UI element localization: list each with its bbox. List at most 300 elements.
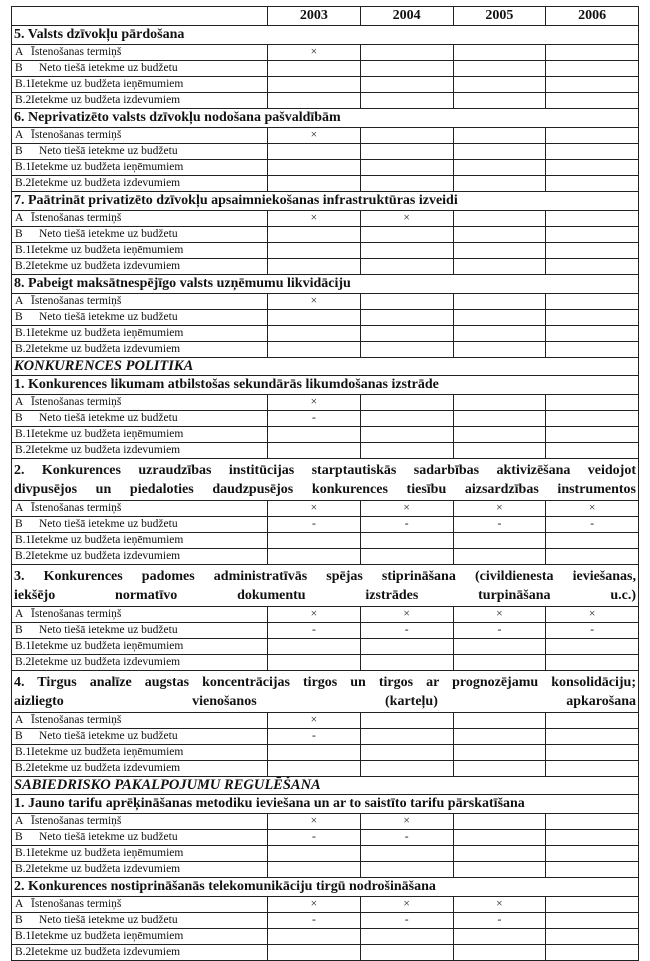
year-value-cell	[453, 549, 546, 565]
row-text: Neto tiešā ietekme uz budžetu	[39, 62, 178, 74]
year-header: 2004	[360, 7, 453, 26]
year-value-cell: -	[546, 517, 639, 533]
row-text: Neto tiešā ietekme uz budžetu	[39, 228, 178, 240]
row-code: B.1.	[15, 847, 35, 859]
year-value-cell	[546, 533, 639, 549]
row-label	[12, 128, 268, 144]
row-text: Ietekme uz budžeta ieņēmumiem	[31, 847, 184, 859]
year-value-cell	[453, 294, 546, 310]
year-value-cell: ×	[453, 607, 546, 623]
year-value-cell	[546, 655, 639, 671]
year-value-cell: -	[268, 517, 361, 533]
year-value-cell	[453, 443, 546, 459]
row-code: B.2.	[15, 863, 35, 875]
year-value-cell	[546, 897, 639, 913]
row-text: Īstenošanas termiņš	[31, 129, 122, 141]
year-value-cell	[268, 761, 361, 777]
year-value-cell	[453, 745, 546, 761]
implementation-term-row	[12, 395, 639, 411]
row-text: Ietekme uz budžeta ieņēmumiem	[31, 534, 184, 546]
year-value-cell	[453, 395, 546, 411]
budget-revenue-impact-row	[12, 427, 639, 443]
year-value-cell	[453, 77, 546, 93]
row-code: B	[15, 730, 23, 742]
net-budget-impact-row	[12, 411, 639, 427]
row-text: Ietekme uz budžeta ieņēmumiem	[31, 327, 184, 339]
row-text: Neto tiešā ietekme uz budžetu	[39, 412, 178, 424]
task-title-row	[12, 376, 639, 395]
year-value-cell	[360, 243, 453, 259]
row-label	[12, 533, 268, 549]
year-value-cell	[453, 61, 546, 77]
year-value-cell	[360, 761, 453, 777]
year-value-cell	[453, 310, 546, 326]
year-value-cell: ×	[360, 897, 453, 913]
year-value-cell: ×	[360, 607, 453, 623]
row-text: Ietekme uz budžeta izdevumiem	[31, 260, 181, 272]
year-value-cell	[546, 93, 639, 109]
net-budget-impact-row	[12, 227, 639, 243]
row-text: Ietekme uz budžeta izdevumiem	[31, 94, 181, 106]
year-value-cell	[268, 655, 361, 671]
implementation-term-row	[12, 713, 639, 729]
task-title-row	[12, 26, 639, 45]
year-value-cell: -	[268, 411, 361, 427]
year-value-cell: ×	[360, 211, 453, 227]
implementation-term-row	[12, 294, 639, 310]
budget-revenue-impact-row	[12, 745, 639, 761]
year-value-cell	[546, 427, 639, 443]
net-budget-impact-row	[12, 61, 639, 77]
year-value-cell	[453, 427, 546, 443]
year-value-cell	[546, 77, 639, 93]
net-budget-impact-row	[12, 144, 639, 160]
year-value-cell	[360, 326, 453, 342]
row-text: Īstenošanas termiņš	[31, 502, 122, 514]
year-value-cell: ×	[268, 294, 361, 310]
year-value-cell	[546, 395, 639, 411]
year-value-cell	[546, 310, 639, 326]
row-label	[12, 945, 268, 961]
row-code: B.1.	[15, 244, 35, 256]
budget-revenue-impact-row	[12, 929, 639, 945]
year-value-cell	[453, 411, 546, 427]
year-value-cell	[360, 176, 453, 192]
year-value-cell	[546, 144, 639, 160]
row-label	[12, 929, 268, 945]
year-value-cell: ×	[268, 128, 361, 144]
row-code: B	[15, 145, 23, 157]
year-value-cell	[453, 259, 546, 275]
task-title-line: 3. Konkurences padomes administratīvās spējas stiprināšana (civildienesta ieviešanas,	[14, 569, 636, 584]
year-value-cell	[360, 395, 453, 411]
budget-expenditure-impact-row	[12, 945, 639, 961]
row-text: Neto tiešā ietekme uz budžetu	[39, 831, 178, 843]
row-text: Neto tiešā ietekme uz budžetu	[39, 145, 178, 157]
row-text: Ietekme uz budžeta izdevumiem	[31, 343, 181, 355]
row-label	[12, 814, 268, 830]
row-text: Neto tiešā ietekme uz budžetu	[39, 624, 178, 636]
year-value-cell	[453, 830, 546, 846]
year-value-cell	[268, 639, 361, 655]
year-value-cell	[546, 443, 639, 459]
row-text: Ietekme uz budžeta izdevumiem	[31, 656, 181, 668]
year-value-cell	[360, 729, 453, 745]
task-title-line: 4. Tirgus analīze augstas koncentrācijas tirgos un tirgos ar prognozējamu konsolidāciju;	[14, 675, 636, 690]
year-value-cell	[453, 342, 546, 358]
task-title: 8. Pabeigt maksātnespējīgo valsts uzņēmumu likvidāciju	[12, 275, 639, 294]
row-label	[12, 411, 268, 427]
year-value-cell	[360, 862, 453, 878]
row-text: Īstenošanas termiņš	[31, 714, 122, 726]
year-value-cell	[360, 639, 453, 655]
task-title: 6. Neprivatizēto valsts dzīvokļu nodošana pašvaldībām	[12, 109, 639, 128]
year-value-cell	[546, 45, 639, 61]
year-value-cell	[360, 77, 453, 93]
year-value-cell	[453, 243, 546, 259]
year-value-cell	[453, 846, 546, 862]
year-value-cell: -	[268, 830, 361, 846]
row-text: Ietekme uz budžeta ieņēmumiem	[31, 161, 184, 173]
row-code: B	[15, 412, 23, 424]
row-code: B.2.	[15, 177, 35, 189]
year-value-cell	[453, 814, 546, 830]
year-value-cell: ×	[268, 897, 361, 913]
task-title: 7. Paātrināt privatizēto dzīvokļu apsaimniekošanas infrastruktūras izveidi	[12, 192, 639, 211]
row-code: B.1.	[15, 428, 35, 440]
net-budget-impact-row	[12, 913, 639, 929]
row-code: B.1.	[15, 640, 35, 652]
row-text: Īstenošanas termiņš	[31, 46, 122, 58]
year-value-cell: -	[360, 517, 453, 533]
year-value-cell	[546, 814, 639, 830]
task-title: 1. Konkurences likumam atbilstošas sekundārās likumdošanas izstrāde	[12, 376, 639, 395]
task-title-row	[12, 109, 639, 128]
year-value-cell: ×	[546, 607, 639, 623]
year-value-cell	[360, 259, 453, 275]
row-label	[12, 259, 268, 275]
budget-impact-table	[11, 6, 639, 961]
budget-revenue-impact-row	[12, 326, 639, 342]
row-label	[12, 655, 268, 671]
year-header: 2005	[453, 7, 546, 26]
year-value-cell: ×	[268, 607, 361, 623]
row-text: Ietekme uz budžeta ieņēmumiem	[31, 428, 184, 440]
header-blank-cell	[12, 7, 268, 26]
budget-expenditure-impact-row	[12, 549, 639, 565]
year-value-cell	[453, 639, 546, 655]
year-value-cell	[360, 427, 453, 443]
year-value-cell: -	[453, 623, 546, 639]
row-text: Īstenošanas termiņš	[31, 295, 122, 307]
task-title-row	[12, 192, 639, 211]
row-text: Neto tiešā ietekme uz budžetu	[39, 518, 178, 530]
year-value-cell: -	[268, 729, 361, 745]
budget-expenditure-impact-row	[12, 342, 639, 358]
row-label	[12, 144, 268, 160]
year-value-cell	[360, 411, 453, 427]
implementation-term-row	[12, 45, 639, 61]
row-code: B.1.	[15, 78, 35, 90]
task-title	[12, 459, 639, 501]
implementation-term-row	[12, 501, 639, 517]
row-label	[12, 517, 268, 533]
net-budget-impact-row	[12, 310, 639, 326]
year-value-cell	[268, 259, 361, 275]
task-title-line: iekšējo normatīvo dokumentu izstrādes turpināšana u.c.)	[14, 588, 636, 603]
year-value-cell	[268, 846, 361, 862]
row-code: A	[15, 212, 24, 224]
year-value-cell	[268, 176, 361, 192]
year-value-cell	[453, 655, 546, 671]
budget-expenditure-impact-row	[12, 761, 639, 777]
row-label	[12, 830, 268, 846]
budget-revenue-impact-row	[12, 533, 639, 549]
task-title-row	[12, 878, 639, 897]
year-value-cell	[360, 945, 453, 961]
year-value-cell	[546, 929, 639, 945]
year-value-cell	[360, 713, 453, 729]
year-value-cell	[268, 326, 361, 342]
budget-expenditure-impact-row	[12, 862, 639, 878]
row-text: Ietekme uz budžeta ieņēmumiem	[31, 746, 184, 758]
year-value-cell: ×	[268, 395, 361, 411]
task-title-line: divpusējos un piedaloties daudzpusējos konkurences tiesību aizsardzības instrumentos	[14, 482, 636, 497]
task-title-row	[12, 671, 639, 713]
net-budget-impact-row	[12, 830, 639, 846]
implementation-term-row	[12, 128, 639, 144]
row-code: B	[15, 62, 23, 74]
year-value-cell	[453, 45, 546, 61]
year-value-cell	[546, 913, 639, 929]
year-value-cell	[268, 310, 361, 326]
year-value-cell	[360, 745, 453, 761]
task-title: 2. Konkurences nostiprināšanās telekomunikāciju tirgū nodrošināšana	[12, 878, 639, 897]
row-code: B.1.	[15, 746, 35, 758]
section-heading: SABIEDRISKO PAKALPOJUMU REGULĒŠANA	[12, 777, 639, 795]
row-code: B.1.	[15, 161, 35, 173]
row-label	[12, 501, 268, 517]
section-heading-row	[12, 777, 639, 795]
year-value-cell: ×	[453, 501, 546, 517]
row-code: A	[15, 898, 24, 910]
task-title	[12, 671, 639, 713]
row-text: Ietekme uz budžeta ieņēmumiem	[31, 244, 184, 256]
row-code: B.2.	[15, 343, 35, 355]
row-code: B	[15, 624, 23, 636]
net-budget-impact-row	[12, 623, 639, 639]
row-text: Ietekme uz budžeta izdevumiem	[31, 177, 181, 189]
row-text: Ietekme uz budžeta ieņēmumiem	[31, 640, 184, 652]
row-label	[12, 342, 268, 358]
year-value-cell	[453, 144, 546, 160]
year-value-cell	[268, 443, 361, 459]
row-text: Īstenošanas termiņš	[31, 815, 122, 827]
net-budget-impact-row	[12, 517, 639, 533]
row-label	[12, 443, 268, 459]
row-code: A	[15, 129, 24, 141]
year-value-cell: ×	[268, 211, 361, 227]
row-label	[12, 211, 268, 227]
row-label	[12, 549, 268, 565]
row-code: B	[15, 914, 23, 926]
row-label	[12, 45, 268, 61]
row-label	[12, 913, 268, 929]
year-value-cell	[268, 862, 361, 878]
row-label	[12, 862, 268, 878]
row-code: A	[15, 396, 24, 408]
year-value-cell	[546, 227, 639, 243]
year-value-cell	[360, 128, 453, 144]
row-text: Ietekme uz budžeta ieņēmumiem	[31, 930, 184, 942]
row-code: B	[15, 311, 23, 323]
row-label	[12, 607, 268, 623]
year-value-cell	[360, 310, 453, 326]
year-value-cell	[453, 862, 546, 878]
row-text: Ietekme uz budžeta ieņēmumiem	[31, 78, 184, 90]
year-value-cell	[546, 729, 639, 745]
section-heading: KONKURENCES POLITIKA	[12, 358, 639, 376]
row-text: Īstenošanas termiņš	[31, 396, 122, 408]
row-text: Īstenošanas termiņš	[31, 212, 122, 224]
year-value-cell	[360, 227, 453, 243]
year-value-cell	[360, 655, 453, 671]
row-text: Ietekme uz budžeta izdevumiem	[31, 762, 181, 774]
budget-revenue-impact-row	[12, 639, 639, 655]
year-value-cell	[268, 160, 361, 176]
row-code: B.1.	[15, 930, 35, 942]
year-value-cell	[360, 846, 453, 862]
year-value-cell: -	[453, 913, 546, 929]
year-value-cell	[360, 929, 453, 945]
row-label	[12, 294, 268, 310]
row-code: B.1.	[15, 327, 35, 339]
row-label	[12, 243, 268, 259]
year-header: 2003	[268, 7, 361, 26]
year-value-cell	[268, 227, 361, 243]
row-code: B.2.	[15, 656, 35, 668]
year-value-cell	[453, 211, 546, 227]
year-value-cell	[546, 61, 639, 77]
row-code: A	[15, 295, 24, 307]
row-label	[12, 176, 268, 192]
row-text: Neto tiešā ietekme uz budžetu	[39, 730, 178, 742]
row-text: Neto tiešā ietekme uz budžetu	[39, 311, 178, 323]
year-value-cell	[546, 243, 639, 259]
task-title-row	[12, 565, 639, 607]
net-budget-impact-row	[12, 729, 639, 745]
year-value-cell: ×	[360, 814, 453, 830]
year-value-cell	[360, 160, 453, 176]
year-value-cell	[453, 176, 546, 192]
year-value-cell	[546, 211, 639, 227]
year-value-cell	[546, 761, 639, 777]
year-value-cell	[268, 243, 361, 259]
budget-expenditure-impact-row	[12, 176, 639, 192]
year-value-cell	[453, 128, 546, 144]
year-value-cell: -	[546, 623, 639, 639]
year-value-cell: -	[360, 623, 453, 639]
year-value-cell	[268, 945, 361, 961]
year-value-cell	[360, 61, 453, 77]
row-label	[12, 639, 268, 655]
row-label	[12, 227, 268, 243]
year-value-cell: ×	[453, 897, 546, 913]
row-label	[12, 846, 268, 862]
task-title: 1. Jauno tarifu aprēķināšanas metodiku ieviešana un ar to saistīto tarifu pārskatīšana	[12, 795, 639, 814]
row-code: B.1.	[15, 534, 35, 546]
year-value-cell	[546, 342, 639, 358]
row-text: Neto tiešā ietekme uz budžetu	[39, 914, 178, 926]
year-value-cell	[360, 294, 453, 310]
budget-expenditure-impact-row	[12, 443, 639, 459]
task-title	[12, 565, 639, 607]
year-value-cell	[268, 77, 361, 93]
year-header-row	[12, 7, 639, 26]
budget-expenditure-impact-row	[12, 259, 639, 275]
row-label	[12, 395, 268, 411]
row-label	[12, 897, 268, 913]
row-text: Ietekme uz budžeta izdevumiem	[31, 863, 181, 875]
year-value-cell: ×	[546, 501, 639, 517]
year-value-cell	[268, 61, 361, 77]
year-value-cell	[360, 342, 453, 358]
row-label	[12, 713, 268, 729]
year-value-cell	[546, 745, 639, 761]
row-code: A	[15, 714, 24, 726]
row-code: B.2.	[15, 444, 35, 456]
implementation-term-row	[12, 211, 639, 227]
year-value-cell: ×	[360, 501, 453, 517]
year-value-cell: ×	[268, 45, 361, 61]
row-code: B.2.	[15, 260, 35, 272]
year-value-cell	[360, 549, 453, 565]
row-code: A	[15, 46, 24, 58]
year-value-cell	[546, 128, 639, 144]
row-code: A	[15, 502, 24, 514]
year-value-cell	[546, 846, 639, 862]
row-label	[12, 326, 268, 342]
budget-revenue-impact-row	[12, 243, 639, 259]
year-value-cell: -	[453, 517, 546, 533]
year-value-cell: -	[360, 913, 453, 929]
row-text: Īstenošanas termiņš	[31, 608, 122, 620]
row-code: B	[15, 518, 23, 530]
task-title-line: aizliegto vienošanos (karteļu) apkarošana	[14, 694, 636, 709]
row-code: B	[15, 831, 23, 843]
row-code: B.2.	[15, 550, 35, 562]
year-value-cell	[453, 945, 546, 961]
year-value-cell	[268, 745, 361, 761]
year-value-cell	[268, 93, 361, 109]
budget-expenditure-impact-row	[12, 93, 639, 109]
year-value-cell	[546, 549, 639, 565]
row-code: B	[15, 228, 23, 240]
year-value-cell	[360, 93, 453, 109]
year-value-cell	[453, 326, 546, 342]
row-label	[12, 77, 268, 93]
row-code: A	[15, 608, 24, 620]
task-title: 5. Valsts dzīvokļu pārdošana	[12, 26, 639, 45]
year-value-cell	[360, 144, 453, 160]
document-page	[11, 6, 638, 961]
year-value-cell: -	[268, 623, 361, 639]
year-value-cell	[268, 342, 361, 358]
row-code: A	[15, 815, 24, 827]
year-value-cell	[453, 160, 546, 176]
year-value-cell: ×	[268, 713, 361, 729]
year-value-cell	[268, 929, 361, 945]
